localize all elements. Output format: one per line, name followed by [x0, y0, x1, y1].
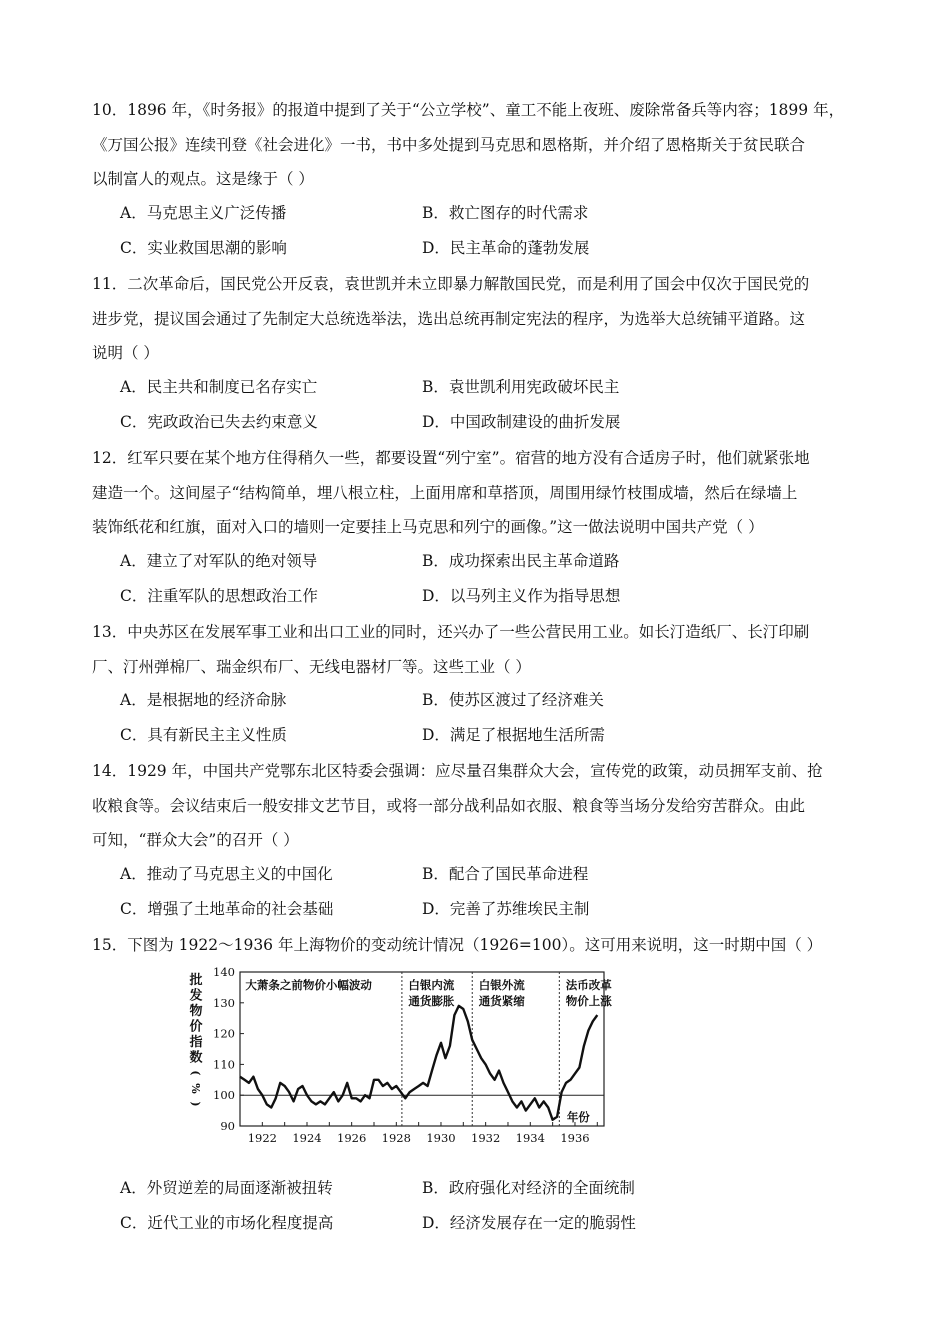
question-14-option-b[interactable]: B．配合了国民革命进程	[422, 865, 589, 883]
question-13-option-b[interactable]: B．使苏区渡过了经济难关	[422, 691, 604, 709]
question-11-option-d[interactable]: D．中国政制建设的曲折发展	[422, 413, 621, 431]
y-tick-label: 90	[220, 1119, 235, 1133]
question-10-option-b[interactable]: B．救亡图存的时代需求	[422, 204, 589, 222]
price-index-line	[240, 1006, 597, 1120]
question-10-line-1: 10．1896 年，《时务报》的报道中提到了关于“公立学校”、童工不能上夜班、废除常备兵等内容；1899 年，	[92, 101, 845, 119]
y-axis-label-char: 数	[189, 1050, 203, 1066]
y-tick-label: 110	[213, 1057, 235, 1072]
y-tick-label: 120	[213, 1026, 235, 1041]
question-10	[92, 93, 872, 197]
question-15-line-1: 15．下图为 1922～1936 年上海物价的变动统计情况（1926=100）。这可用来说明，这一时期中国（ ）	[92, 936, 823, 954]
question-10-option-c[interactable]: C．实业救国思潮的影响	[120, 239, 287, 257]
period-annotation: 物价上涨	[565, 994, 612, 1008]
question-13-option-d[interactable]: D．满足了根据地生活所需	[422, 726, 605, 744]
price-index-chart-svg	[178, 962, 618, 1154]
question-11-line-3: 说明（ ）	[92, 344, 159, 362]
question-12-option-b[interactable]: B．成功探索出民主革命道路	[422, 552, 620, 570]
question-13	[92, 615, 872, 684]
period-annotation: 大萧条之前物价小幅波动	[245, 978, 372, 992]
question-11-option-b[interactable]: B．袁世凯利用宪政破坏民主	[422, 378, 620, 396]
question-10-line-2: 《万国公报》连续刊登《社会进化》一书，书中多处提到马克思和恩格斯，并介绍了恩格斯关于贫民联合	[92, 135, 806, 154]
question-11-option-c[interactable]: C．宪政政治已失去约束意义	[120, 413, 318, 431]
question-14-option-d[interactable]: D．完善了苏维埃民主制	[422, 900, 590, 918]
y-axis-label-char: 价	[189, 1019, 203, 1035]
question-14-option-c[interactable]: C．增强了土地革命的社会基础	[120, 900, 334, 918]
x-tick-label: 1930	[426, 1131, 456, 1145]
y-axis-label-char: 指	[189, 1035, 203, 1050]
question-15-option-c[interactable]: C．近代工业的市场化程度提高	[120, 1214, 334, 1232]
question-12-line-2: 建造一个。这间屋子“结构简单，埋八根立柱，上面用席和草搭顶，周围用绿竹枝围成墙，然后在绿墙上	[92, 483, 798, 502]
question-14-line-2: 收粮食等。会议结束后一般安排文艺节目，或将一部分战利品如衣服、粮食等当场分发给穷苦群众。由此	[92, 796, 806, 815]
question-12-line-1: 12．红军只要在某个地方住得稍久一些，都要设置“列宁室”。宿营的地方没有合适房子时，他们就紧张地	[92, 449, 810, 467]
x-tick-label: 1934	[515, 1131, 545, 1145]
y-axis-label-char: %	[189, 1083, 202, 1094]
y-tick-label: 140	[213, 965, 235, 979]
question-13-option-a[interactable]: A．是根据地的经济命脉	[120, 691, 287, 709]
question-12-option-a[interactable]: A．建立了对军队的绝对领导	[120, 552, 318, 570]
question-14-line-3: 可知，“群众大会”的召开（ ）	[92, 831, 299, 849]
period-annotation: 白银外流	[478, 978, 525, 992]
x-tick-label: 1928	[381, 1131, 411, 1145]
y-axis-label-char: 物	[189, 1004, 203, 1019]
question-11	[92, 267, 872, 371]
question-14	[92, 754, 872, 858]
y-axis-label-char: )	[189, 1101, 202, 1107]
y-axis-label-char: 发	[189, 988, 203, 1004]
question-13-line-2: 厂、汀州弹棉厂、瑞金织布厂、无线电器材厂等。这些工业（ ）	[92, 657, 531, 676]
x-tick-label: 1936	[560, 1131, 590, 1145]
question-14-line-1: 14．1929 年，中国共产党鄂东北区特委会强调：应尽量召集群众大会，宣传党的政策，动员拥军支前、抢	[92, 762, 823, 780]
question-11-option-a[interactable]: A．民主共和制度已名存实亡	[120, 378, 318, 396]
question-12-option-c[interactable]: C．注重军队的思想政治工作	[120, 587, 318, 605]
question-15-option-d[interactable]: D．经济发展存在一定的脆弱性	[422, 1214, 636, 1232]
price-index-chart	[178, 962, 618, 1154]
question-15-option-b[interactable]: B．政府强化对经济的全面统制	[422, 1179, 635, 1197]
x-tick-label: 1926	[337, 1131, 367, 1145]
y-tick-label: 100	[213, 1088, 235, 1103]
question-12-line-3: 装饰纸花和红旗，面对入口的墙则一定要挂上马克思和列宁的画像。”这一做法说明中国共产党（ ）	[92, 518, 764, 536]
question-10-option-a[interactable]: A．马克思主义广泛传播	[120, 204, 287, 222]
y-tick-label: 130	[213, 995, 235, 1010]
question-11-line-2: 进步党，提议国会通过了先制定大总统选举法，选出总统再制定宪法的程序，为选举大总统铺平道路。这	[92, 309, 806, 328]
period-annotation: 通货紧缩	[478, 994, 525, 1008]
question-13-line-1: 13．中央苏区在发展军事工业和出口工业的同时，还兴办了一些公营民用工业。如长汀造纸厂、长汀印刷	[92, 623, 810, 641]
period-annotation: 通货膨胀	[408, 994, 455, 1008]
question-12-option-d[interactable]: D．以马列主义作为指导思想	[422, 587, 621, 605]
x-tick-label: 1922	[247, 1131, 277, 1145]
question-15-option-a[interactable]: A．外贸逆差的局面逐渐被扭转	[120, 1179, 333, 1197]
question-10-line-3: 以制富人的观点。这是缘于（ ）	[92, 170, 314, 188]
x-axis-label: 年份	[566, 1110, 590, 1124]
question-12	[92, 441, 872, 545]
period-annotation: 法币改革	[565, 978, 612, 992]
question-10-option-d[interactable]: D．民主革命的蓬勃发展	[422, 239, 590, 257]
question-14-option-a[interactable]: A．推动了马克思主义的中国化	[120, 865, 333, 883]
question-13-option-c[interactable]: C．具有新民主主义性质	[120, 726, 287, 744]
y-axis-label-char: 批	[189, 973, 203, 988]
period-annotation: 白银内流	[408, 978, 455, 992]
y-axis-label-char: (	[189, 1070, 202, 1076]
question-15	[92, 928, 872, 963]
x-tick-label: 1924	[292, 1131, 322, 1145]
question-11-line-1: 11．二次革命后，国民党公开反袁，袁世凯并未立即暴力解散国民党，而是利用了国会中仅次于国民党的	[92, 275, 810, 293]
x-tick-label: 1932	[471, 1131, 501, 1145]
